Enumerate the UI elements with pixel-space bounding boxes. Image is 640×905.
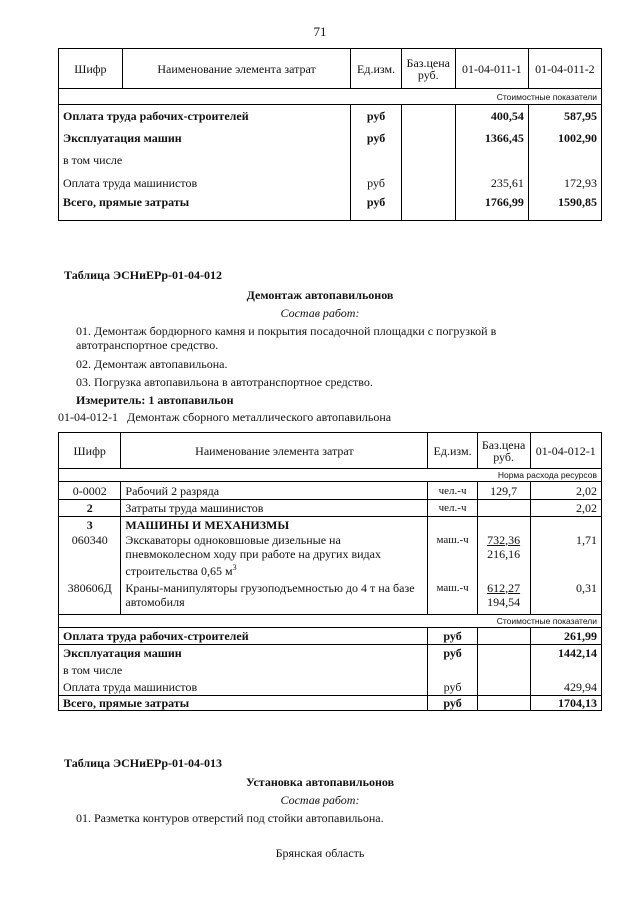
row-name: Оплата труда машинистов [59,171,351,195]
row-name: Экскаваторы одноковшовые дизельные на пневмоколесном ходу при работе на других видах строительства 0,65 м [125,532,381,578]
cost-label: Стоимостные показатели [59,615,602,628]
row-v1: 1766,99 [455,195,528,221]
cost-row-unit: руб [428,696,477,711]
row-unit: маш.-ч [428,533,477,581]
row-code: 3 [59,517,121,533]
table-title: Демонтаж автопавильонов [246,288,394,302]
cost-row-value: 1704,13 [530,696,601,711]
row-unit: руб [351,127,401,149]
row-name-sup: 3 [232,562,237,572]
header-name: Наименование элемента затрат [121,433,428,469]
page-number: 71 [313,24,327,39]
row-price-cell [477,533,530,581]
cost-row-name: Оплата труда машинистов [59,679,428,696]
cost-row-name: Всего, прямые затраты [59,696,428,711]
row-name: Краны-манипуляторы грузоподъемностью до 4 т на базе автомобиля [121,581,428,615]
row-unit: руб [351,195,401,221]
row-unit: руб [351,105,401,127]
row-code: 380606Д [59,581,121,615]
row-code: 060340 [59,533,121,581]
header-col1: 01-04-012-1 [530,433,601,469]
composition-label: Состав работ: [280,793,360,807]
row-v2: 1002,90 [528,127,601,149]
row-name: Рабочий 2 разряда [121,482,428,500]
row-value: 1,71 [530,533,601,581]
item-label: 01-04-012-1 Демонтаж сборного металлического автопавильона [58,410,392,424]
footer-region: Брянская область [275,846,365,860]
row-price-top: 732,36 [487,532,521,547]
table-caption: Таблица ЭСНиЕРр-01-04-012 [64,268,223,282]
row-name-cell [121,533,428,581]
header-code: Шифр [59,49,123,89]
row-name: Всего, прямые затраты [59,195,351,221]
work-step: 01. Разметка контуров отверстий под стойки автопавильона. [76,811,384,825]
composition-label: Состав работ: [280,306,360,320]
row-value: 2,02 [530,500,601,517]
row-name: Затраты труда машинистов [121,500,428,517]
table-caption: Таблица ЭСНиЕРр-01-04-013 [64,756,223,770]
row-v2: 172,93 [528,171,601,195]
row-price: 129,7 [477,482,530,500]
measure-label: Измеритель: 1 автопавильон [76,393,234,407]
header-unit: Ед.изм. [351,49,401,89]
cost-row-name: Оплата труда рабочих-строителей [59,628,428,645]
cost-row-value: 429,94 [530,679,601,696]
row-v2: 587,95 [528,105,601,127]
cost-row-unit: руб [428,628,477,645]
row-price-bottom: 194,54 [487,594,521,609]
row-price-cell [477,581,530,615]
row-unit: руб [351,171,401,195]
row-unit: маш.-ч [428,581,477,615]
row-unit: чел.-ч [428,482,477,500]
work-step: 02. Демонтаж автопавильона. [76,357,228,371]
cost-row-value: 1442,14 [530,645,601,662]
row-v1: 1366,45 [455,127,528,149]
work-step: 03. Погрузка автопавильона в автотранспортное средство. [76,375,373,389]
cost-row-name: Эксплуатация машин [59,645,428,662]
header-base-price: Баз.цена руб. [401,49,455,89]
header-name: Наименование элемента затрат [122,49,351,89]
row-code: 2 [59,500,121,517]
header-code: Шифр [59,433,121,469]
row-code: 0-0002 [59,482,121,500]
section-label: Стоимостные показатели [59,89,602,105]
header-col1: 01-04-011-1 [455,49,528,89]
cost-row-value: 261,99 [530,628,601,645]
row-name: в том числе [59,149,351,171]
row-name: Эксплуатация машин [59,127,351,149]
norm-label: Норма расхода ресурсов [59,469,602,482]
row-v1: 235,61 [455,171,528,195]
header-base-price: Баз.цена руб. [477,433,530,469]
header-unit: Ед.изм. [428,433,477,469]
cost-row-name: в том числе [59,662,428,679]
work-step: 01. Демонтаж бордюрного камня и покрытия посадочной площадки с погрузкой в [76,324,497,338]
row-unit: чел.-ч [428,500,477,517]
row-value: 2,02 [530,482,601,500]
row-v1: 400,54 [455,105,528,127]
table-01-04-011 [58,48,602,221]
cost-row-unit: руб [428,679,477,696]
row-name: МАШИНЫ И МЕХАНИЗМЫ [121,517,428,533]
row-price-top: 612,27 [487,580,521,595]
header-col2: 01-04-011-2 [528,49,601,89]
table-title: Установка автопавильонов [245,775,395,789]
row-name: Оплата труда рабочих-строителей [59,105,351,127]
row-v2: 1590,85 [528,195,601,221]
row-price-bottom: 216,16 [487,546,521,561]
cost-row-unit: руб [428,645,477,662]
work-step: автотранспортное средство. [76,338,219,352]
table-01-04-012 [58,432,602,711]
row-value: 0,31 [530,581,601,615]
